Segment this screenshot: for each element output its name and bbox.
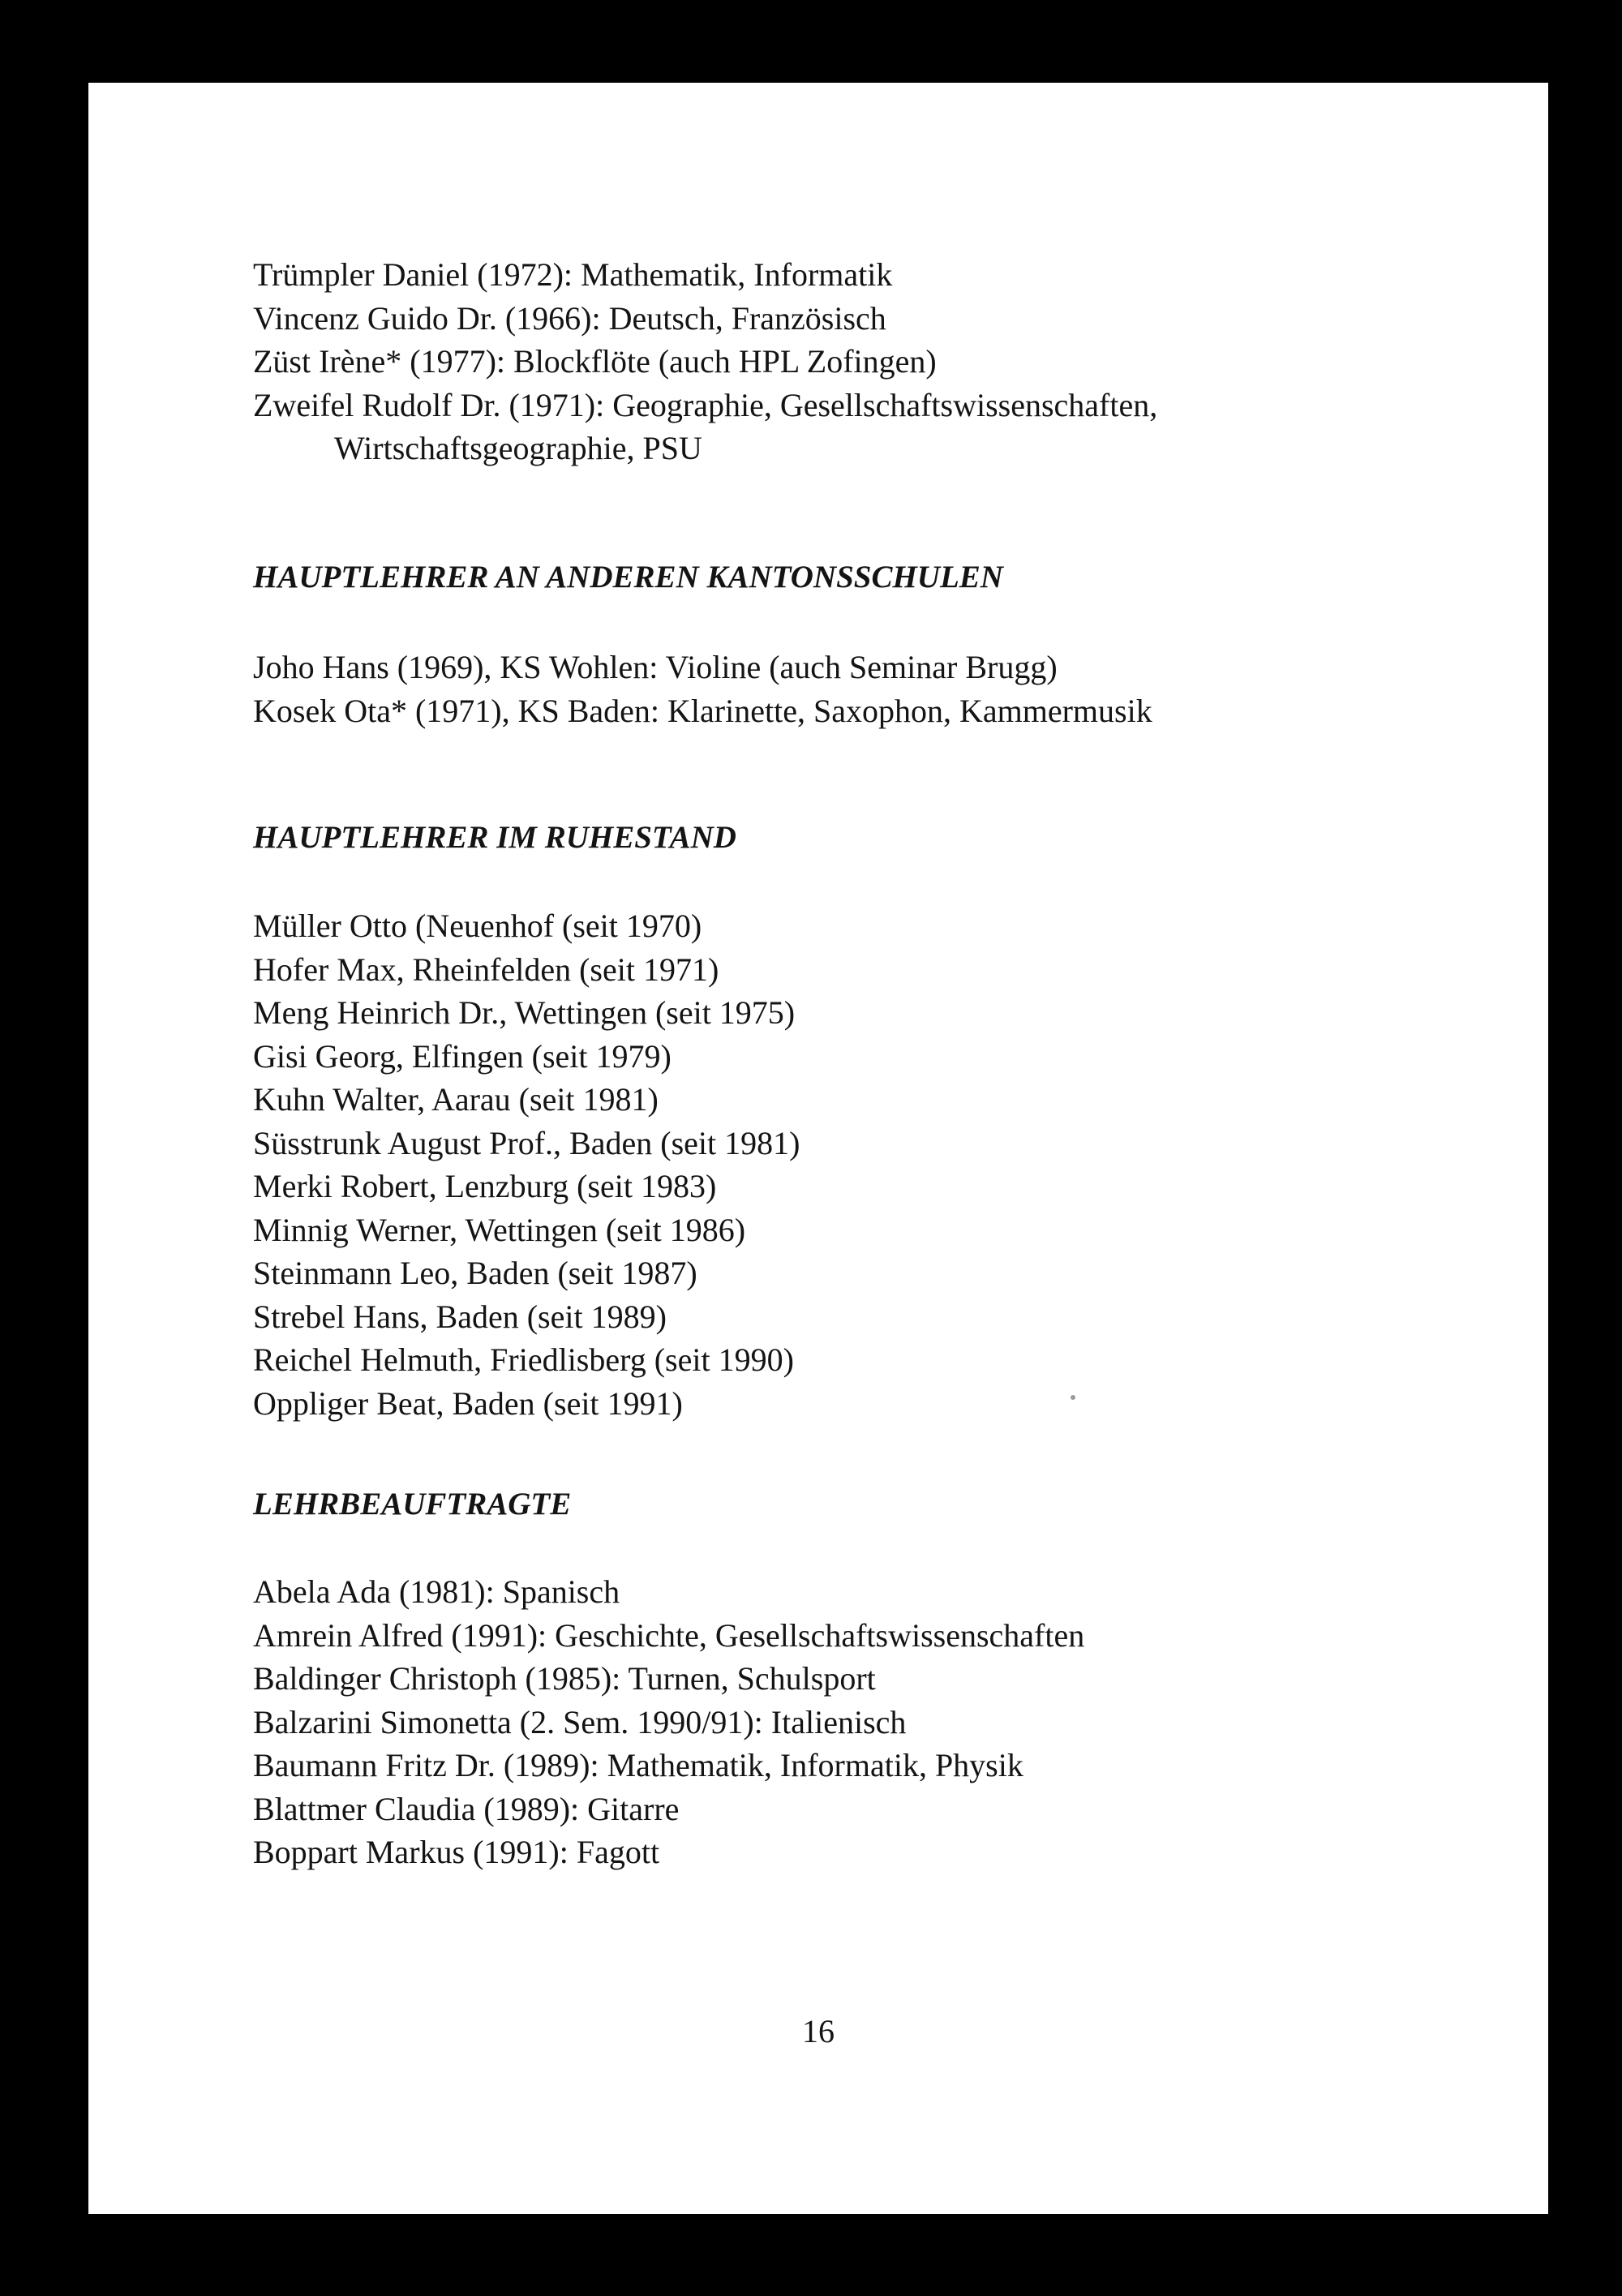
list-item: Trümpler Daniel (1972): Mathematik, Informatik xyxy=(253,256,893,293)
list-item: Balzarini Simonetta (2. Sem. 1990/91): Italienisch xyxy=(253,1703,907,1740)
list-item: Blattmer Claudia (1989): Gitarre xyxy=(253,1790,680,1827)
list-item: Gisi Georg, Elfingen (seit 1979) xyxy=(253,1037,672,1075)
section-heading-kantonsschulen: HAUPTLEHRER AN ANDEREN KANTONSSCHULEN xyxy=(253,560,1003,594)
list-item: Süsstrunk August Prof., Baden (seit 1981) xyxy=(253,1124,800,1161)
section-heading-ruhestand: HAUPTLEHRER IM RUHESTAND xyxy=(253,820,736,855)
list-item-continuation: Wirtschaftsgeographie, PSU xyxy=(334,430,702,466)
list-item: Merki Robert, Lenzburg (seit 1983) xyxy=(253,1168,717,1204)
scan-speck xyxy=(1071,1395,1075,1400)
document-page xyxy=(88,83,1548,2214)
list-item: Vincenz Guido Dr. (1966): Deutsch, Französisch xyxy=(253,299,886,337)
section-list-lehrbeauftragte xyxy=(253,1570,1510,1874)
list-item: Oppliger Beat, Baden (seit 1991) xyxy=(253,1384,683,1422)
list-item: Müller Otto (Neuenhof (seit 1970) xyxy=(253,908,702,944)
section-list-kantonsschulen xyxy=(253,646,1510,732)
list-item: Kosek Ota* (1971), KS Baden: Klarinette, Saxophon, Kammermusik xyxy=(253,692,1152,729)
intro-list xyxy=(253,253,1510,470)
list-item: Baumann Fritz Dr. (1989): Mathematik, Informatik, Physik xyxy=(253,1747,1023,1783)
list-item: Boppart Markus (1991): Fagott xyxy=(253,1834,660,1870)
list-item: Zweifel Rudolf Dr. (1971): Geographie, Gesellschaftswissenschaften, xyxy=(253,386,1158,423)
list-item: Baldinger Christoph (1985): Turnen, Schulsport xyxy=(253,1660,876,1697)
list-item: Meng Heinrich Dr., Wettingen (seit 1975) xyxy=(253,994,796,1031)
list-item: Abela Ada (1981): Spanisch xyxy=(253,1573,620,1610)
list-item: Kuhn Walter, Aarau (seit 1981) xyxy=(253,1081,659,1118)
section-list-ruhestand xyxy=(253,904,1510,1425)
list-item: Joho Hans (1969), KS Wohlen: Violine (auch Seminar Brugg) xyxy=(253,649,1058,685)
list-item: Amrein Alfred (1991): Geschichte, Gesellschaftswissenschaften xyxy=(253,1616,1085,1654)
list-item: Strebel Hans, Baden (seit 1989) xyxy=(253,1298,667,1335)
list-item: Minnig Werner, Wettingen (seit 1986) xyxy=(253,1211,746,1248)
list-item: Reichel Helmuth, Friedlisberg (seit 1990) xyxy=(253,1341,794,1378)
list-item: Züst Irène* (1977): Blockflöte (auch HPL Zofingen) xyxy=(253,343,937,380)
page-number: 16 xyxy=(802,2013,835,2049)
section-heading-lehrbeauftragte: LEHRBEAUFTRAGTE xyxy=(253,1487,572,1521)
list-item: Hofer Max, Rheinfelden (seit 1971) xyxy=(253,951,719,988)
list-item: Steinmann Leo, Baden (seit 1987) xyxy=(253,1255,697,1291)
